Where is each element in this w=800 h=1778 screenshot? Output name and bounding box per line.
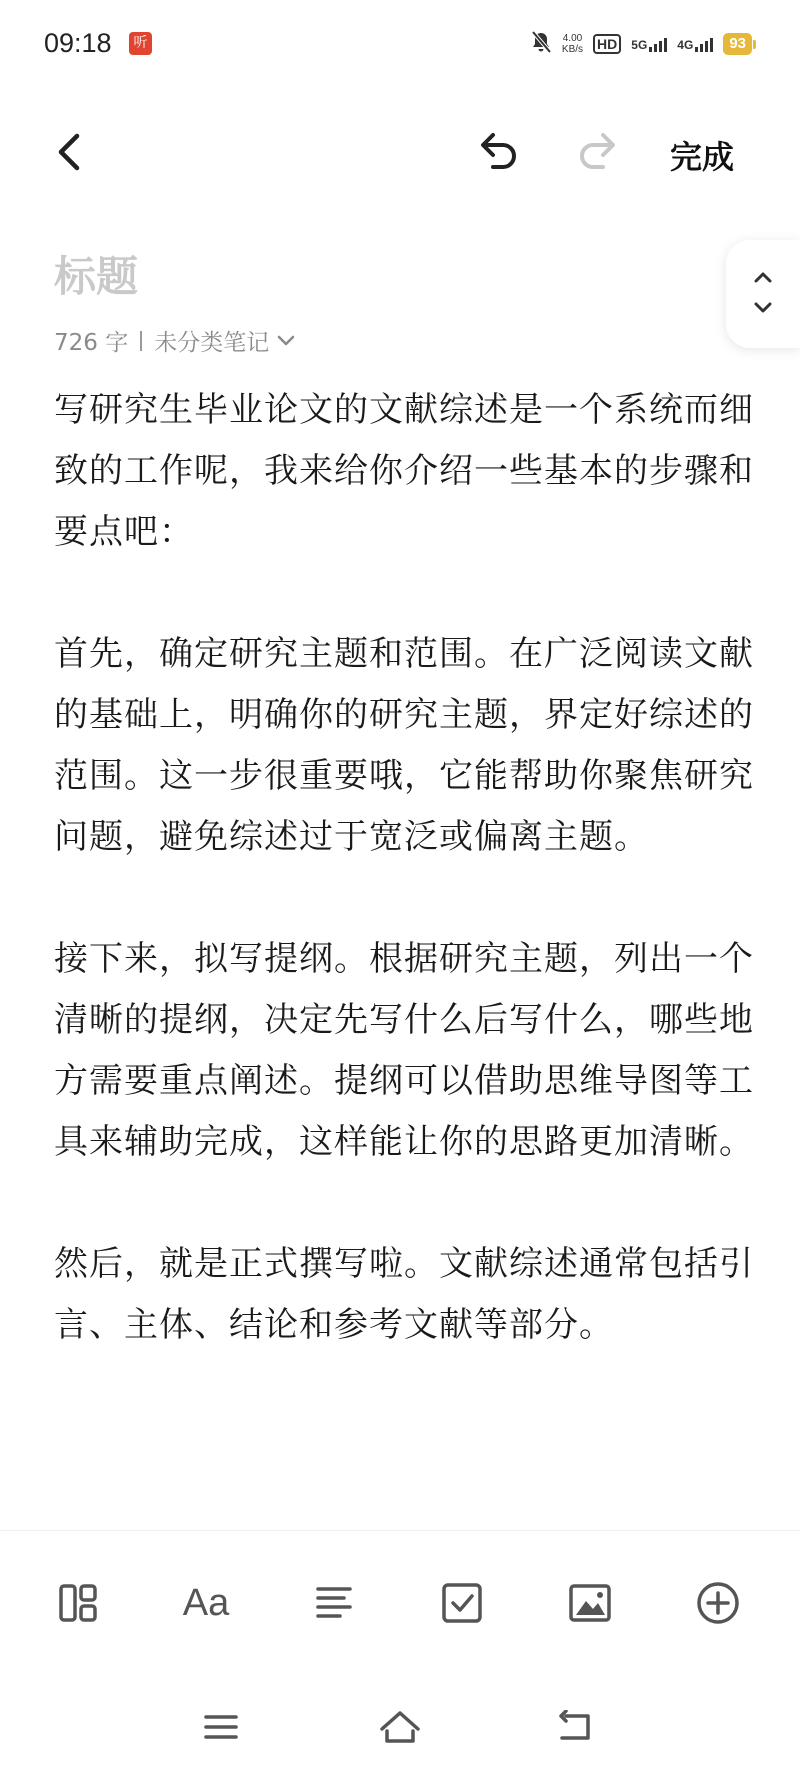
hd-icon: HD <box>593 34 621 54</box>
done-button[interactable]: 完成 <box>670 138 735 176</box>
battery-icon <box>723 33 756 55</box>
add-icon <box>696 1581 740 1625</box>
redo-icon <box>577 131 623 173</box>
paragraph: 接下来，拟写提纲。根据研究主题，列出一个清晰的提纲，决定先写什么后写什么，哪些地方需要重点阐述。提纲可以借助思维导图等工具来辅助完成，这样能让你的思路更加清晰。 <box>54 939 754 1162</box>
paragraph: 然后，就是正式撰写啦。文献综述通常包括引言、主体、结论和参考文献等部分。 <box>54 1244 754 1345</box>
recent-apps-button[interactable] <box>196 1702 246 1752</box>
chevron-down-icon <box>277 335 295 347</box>
network-speed-value: 4.00 <box>562 33 583 44</box>
system-nav-bar <box>0 1680 800 1778</box>
back-button[interactable] <box>48 130 92 174</box>
sim1-signal-icon <box>631 36 667 52</box>
chevron-up-icon <box>753 270 773 284</box>
add-button[interactable] <box>692 1577 744 1629</box>
chevron-left-icon <box>55 132 85 172</box>
template-icon <box>58 1583 98 1623</box>
home-button[interactable] <box>375 1702 425 1752</box>
status-icons <box>530 28 756 60</box>
text-style-button[interactable]: Aa <box>182 1581 230 1624</box>
sim1-label: 5G <box>631 38 648 52</box>
battery-level: 93 <box>723 33 752 55</box>
template-button[interactable] <box>52 1577 104 1629</box>
align-button[interactable] <box>308 1577 360 1629</box>
status-time: 09:18 <box>44 28 112 58</box>
sim2-label: 4G <box>677 38 694 52</box>
app-notification-icon: 听 <box>129 32 152 55</box>
category-label: 未分类笔记 <box>154 330 270 356</box>
note-body[interactable] <box>54 380 754 1417</box>
scroll-widget <box>726 240 800 348</box>
paragraph: 首先，确定研究主题和范围。在广泛阅读文献的基础上，明确你的研究主题，界定好综述的范围。这一步很重要哦，它能帮助你聚焦研究问题，避免综述过于宽泛或偏离主题。 <box>54 634 754 857</box>
mute-icon <box>530 30 552 58</box>
home-icon <box>378 1709 422 1745</box>
category-selector[interactable] <box>154 324 295 357</box>
undo-icon <box>473 131 519 173</box>
chevron-down-icon <box>753 301 773 315</box>
paragraph: 写研究生毕业论文的文献综述是一个系统而细致的工作呢，我来给你介绍一些基本的步骤和要点吧： <box>54 390 754 552</box>
checklist-icon <box>441 1582 483 1624</box>
redo-button[interactable] <box>574 128 626 176</box>
network-speed-unit: KB/s <box>561 44 584 55</box>
scroll-up-button[interactable] <box>753 269 773 288</box>
network-speed <box>562 33 583 55</box>
sim2-signal-icon <box>677 36 713 52</box>
undo-button[interactable] <box>470 128 522 176</box>
note-meta <box>54 324 295 357</box>
meta-divider <box>140 331 142 351</box>
scroll-down-button[interactable] <box>753 300 773 319</box>
align-icon <box>314 1585 354 1621</box>
system-back-button[interactable] <box>550 1702 600 1752</box>
back-icon <box>556 1710 594 1744</box>
image-icon <box>568 1583 612 1623</box>
word-count: 726 字 <box>54 330 129 356</box>
note-title-input[interactable]: 标题 <box>54 252 139 301</box>
editor-toolbar <box>0 110 800 200</box>
format-toolbar <box>0 1530 800 1670</box>
checklist-button[interactable] <box>436 1577 488 1629</box>
status-bar <box>0 0 800 90</box>
image-button[interactable] <box>564 1577 616 1629</box>
menu-icon <box>203 1713 239 1741</box>
